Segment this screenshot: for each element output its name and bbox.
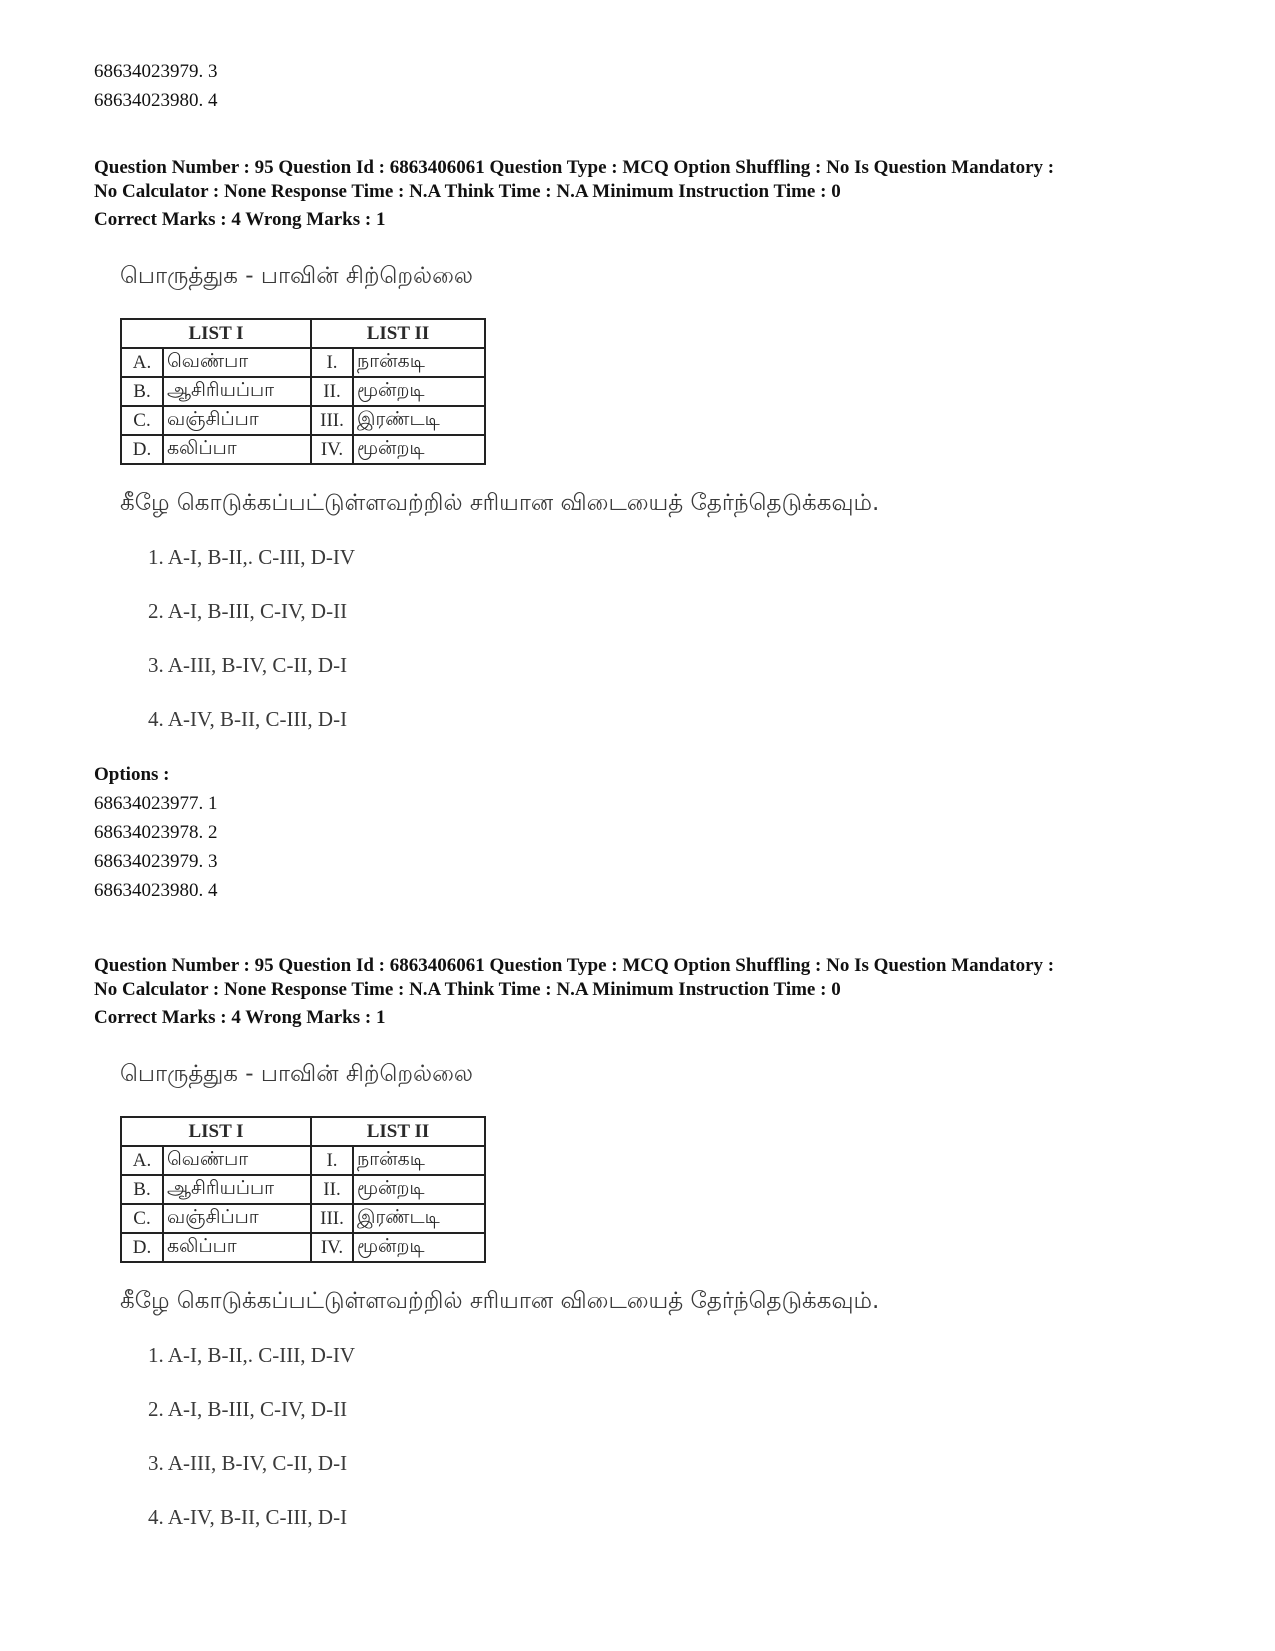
list1-value: வெண்பா bbox=[163, 348, 311, 377]
list2-key: II. bbox=[311, 1175, 353, 1204]
list1-value: வெண்பா bbox=[163, 1146, 311, 1175]
table-row bbox=[121, 406, 485, 435]
answer-choice: 3. A-III, B-IV, C-II, D-I bbox=[148, 1451, 348, 1475]
list1-key: A. bbox=[121, 1146, 163, 1175]
table-row bbox=[121, 1175, 485, 1204]
list1-value: கலிப்பா bbox=[163, 435, 311, 464]
answer-choice: 1. A-I, B-II,. C-III, D-IV bbox=[148, 545, 356, 569]
table-row bbox=[121, 377, 485, 406]
answer-choice: 3. A-III, B-IV, C-II, D-I bbox=[148, 653, 348, 677]
list2-header: LIST II bbox=[311, 1117, 485, 1146]
list1-value: ஆசிரியப்பா bbox=[163, 1175, 311, 1204]
list2-key: IV. bbox=[311, 1233, 353, 1262]
list2-key: III. bbox=[311, 406, 353, 435]
list2-key: IV. bbox=[311, 435, 353, 464]
table-row bbox=[121, 1233, 485, 1262]
match-table bbox=[120, 1116, 486, 1263]
list2-value: இரண்டடி bbox=[353, 1204, 485, 1233]
list2-key: I. bbox=[311, 1146, 353, 1175]
options-label: Options : bbox=[94, 764, 170, 785]
list2-value: நான்கடி bbox=[353, 1146, 485, 1175]
list2-header: LIST II bbox=[311, 319, 485, 348]
option-line: 68634023979. 3 bbox=[94, 61, 218, 82]
marks-line: Correct Marks : 4 Wrong Marks : 1 bbox=[94, 1007, 386, 1028]
question-meta-line2: No Calculator : None Response Time : N.A Think Time : N.A Minimum Instruction Time : 0 bbox=[94, 181, 841, 202]
question-meta-line1: Question Number : 95 Question Id : 6863406061 Question Type : MCQ Option Shuffling : No Is Question Mandatory : bbox=[94, 157, 1055, 178]
list1-header: LIST I bbox=[121, 319, 311, 348]
option-line: 68634023980. 4 bbox=[94, 90, 218, 111]
table-row bbox=[121, 1146, 485, 1175]
question-meta-line1: Question Number : 95 Question Id : 6863406061 Question Type : MCQ Option Shuffling : No Is Question Mandatory : bbox=[94, 955, 1055, 976]
answer-choice: 1. A-I, B-II,. C-III, D-IV bbox=[148, 1343, 356, 1367]
list2-value: மூன்றடி bbox=[353, 1233, 485, 1262]
option-line: 68634023980. 4 bbox=[94, 880, 218, 901]
list1-key: D. bbox=[121, 435, 163, 464]
list1-value: வஞ்சிப்பா bbox=[163, 406, 311, 435]
list1-key: D. bbox=[121, 1233, 163, 1262]
answer-choice: 2. A-I, B-III, C-IV, D-II bbox=[148, 1397, 348, 1421]
list1-key: A. bbox=[121, 348, 163, 377]
list1-header: LIST I bbox=[121, 1117, 311, 1146]
list2-value: மூன்றடி bbox=[353, 435, 485, 464]
list2-value: மூன்றடி bbox=[353, 377, 485, 406]
question-instruction: கீழே கொடுக்கப்பட்டுள்ளவற்றில் சரியான விடையைத் தேர்ந்தெடுக்கவும். bbox=[120, 490, 880, 516]
list1-key: B. bbox=[121, 1175, 163, 1204]
list2-value: நான்கடி bbox=[353, 348, 485, 377]
list2-key: III. bbox=[311, 1204, 353, 1233]
table-row bbox=[121, 435, 485, 464]
list2-key: I. bbox=[311, 348, 353, 377]
list2-value: இரண்டடி bbox=[353, 406, 485, 435]
list1-key: C. bbox=[121, 406, 163, 435]
question-meta-line2: No Calculator : None Response Time : N.A Think Time : N.A Minimum Instruction Time : 0 bbox=[94, 979, 841, 1000]
answer-choice: 4. A-IV, B-II, C-III, D-I bbox=[148, 707, 348, 731]
option-line: 68634023977. 1 bbox=[94, 793, 218, 814]
option-line: 68634023979. 3 bbox=[94, 851, 218, 872]
question-instruction: கீழே கொடுக்கப்பட்டுள்ளவற்றில் சரியான விடையைத் தேர்ந்தெடுக்கவும். bbox=[120, 1288, 880, 1314]
option-line: 68634023978. 2 bbox=[94, 822, 218, 843]
question-heading: பொருத்துக - பாவின் சிற்றெல்லை bbox=[120, 263, 473, 289]
answer-choice: 4. A-IV, B-II, C-III, D-I bbox=[148, 1505, 348, 1529]
list1-value: வஞ்சிப்பா bbox=[163, 1204, 311, 1233]
list2-key: II. bbox=[311, 377, 353, 406]
list1-key: B. bbox=[121, 377, 163, 406]
table-row bbox=[121, 348, 485, 377]
match-table bbox=[120, 318, 486, 465]
question-heading: பொருத்துக - பாவின் சிற்றெல்லை bbox=[120, 1061, 473, 1087]
list1-key: C. bbox=[121, 1204, 163, 1233]
answer-choice: 2. A-I, B-III, C-IV, D-II bbox=[148, 599, 348, 623]
table-row bbox=[121, 1204, 485, 1233]
list2-value: மூன்றடி bbox=[353, 1175, 485, 1204]
list1-value: ஆசிரியப்பா bbox=[163, 377, 311, 406]
list1-value: கலிப்பா bbox=[163, 1233, 311, 1262]
marks-line: Correct Marks : 4 Wrong Marks : 1 bbox=[94, 209, 386, 230]
